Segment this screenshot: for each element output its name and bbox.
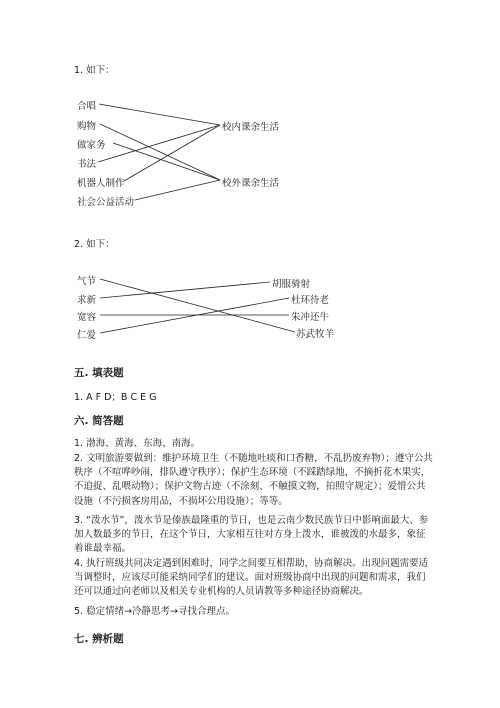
matching2-left-item: 仁爱 xyxy=(77,330,97,341)
matching2-right-item: 朱冲还牛 xyxy=(291,312,330,323)
matching1-line xyxy=(113,143,220,180)
matching1-left-item: 书法 xyxy=(77,159,97,170)
matching2-line xyxy=(100,298,289,333)
matching1-left-item: 机器人制作 xyxy=(77,178,125,189)
matching1-line xyxy=(100,124,220,180)
matching2-line xyxy=(100,282,270,298)
section6-item-2: 2. 文明旅游要做到：维护环境卫生（不随地吐痰和口香糖，不乱扔废弃物）；遵守公共秩序（不喧哗吵闹，排队遵守秩序）；保护生态环境（不踩踏绿地，不摘折花木果实，不追捉、乱喂动物）；保护文物古迹（不涂刻、不触摸文物，拍照守规定）；爱惜公共设施（不污损客房用品，不损坏公用设施）；等等。 xyxy=(74,453,433,507)
matching1-line xyxy=(124,125,220,181)
matching2-left-item: 求新 xyxy=(77,295,97,306)
matching2-line xyxy=(100,279,295,332)
section6-title: 六. 简答题 xyxy=(74,415,124,427)
matching2-left-item: 宽容 xyxy=(77,312,97,323)
matching1-line xyxy=(135,180,220,200)
matching1-left-item: 做家务 xyxy=(77,140,106,151)
matching2-left-item: 气节 xyxy=(77,276,97,287)
section6-item-3: 3. “泼水节”，泼水节是傣族最隆重的节日，也是云南少数民族节日中影响面最大、参加人数最多的节日，在这个节日，大家相互往对方身上泼水，谁被泼的水最多，象征着谁最幸福。 xyxy=(74,515,429,555)
matching1-left-item: 购物 xyxy=(77,121,97,132)
section6-item-1: 1. 渤海、黄海、东海、南海。 xyxy=(74,438,201,449)
section6-item-4: 4. 执行班级共同决定遇到困难时，同学之间要互相帮助，协商解决。出现问题需要适当调整时，应该尽可能采纳同学们的建议。面对班级协商中出现的问题和需求，我们还可以通过向老师以及相关专业机构的人员请教等多种途径协商解决。 xyxy=(74,558,429,598)
matching2-right-item: 苏武牧羊 xyxy=(296,329,335,340)
matching1-left-item: 社会公益活动 xyxy=(77,197,135,208)
matching2-right-item: 胡服骑射 xyxy=(272,279,311,290)
section7-title: 七. 辨析题 xyxy=(74,633,124,645)
matching2-right-item: 杜环待老 xyxy=(291,295,330,306)
matching1-right-item: 校内课余生活 xyxy=(222,122,280,133)
section5-answer: 1. A F D；B C E G xyxy=(74,392,157,403)
matching1-heading: 1. 如下： xyxy=(74,65,115,76)
matching1-left-item: 合唱 xyxy=(77,101,97,112)
matching1-line xyxy=(99,104,220,125)
matching2-heading: 2. 如下： xyxy=(74,239,115,250)
matching1-line xyxy=(98,125,220,162)
matching1-right-item: 校外课余生活 xyxy=(222,178,280,189)
section6-item-5: 5. 稳定情绪→冷静思考→寻找合理点。 xyxy=(74,606,236,617)
section5-title: 五. 填表题 xyxy=(74,367,124,379)
